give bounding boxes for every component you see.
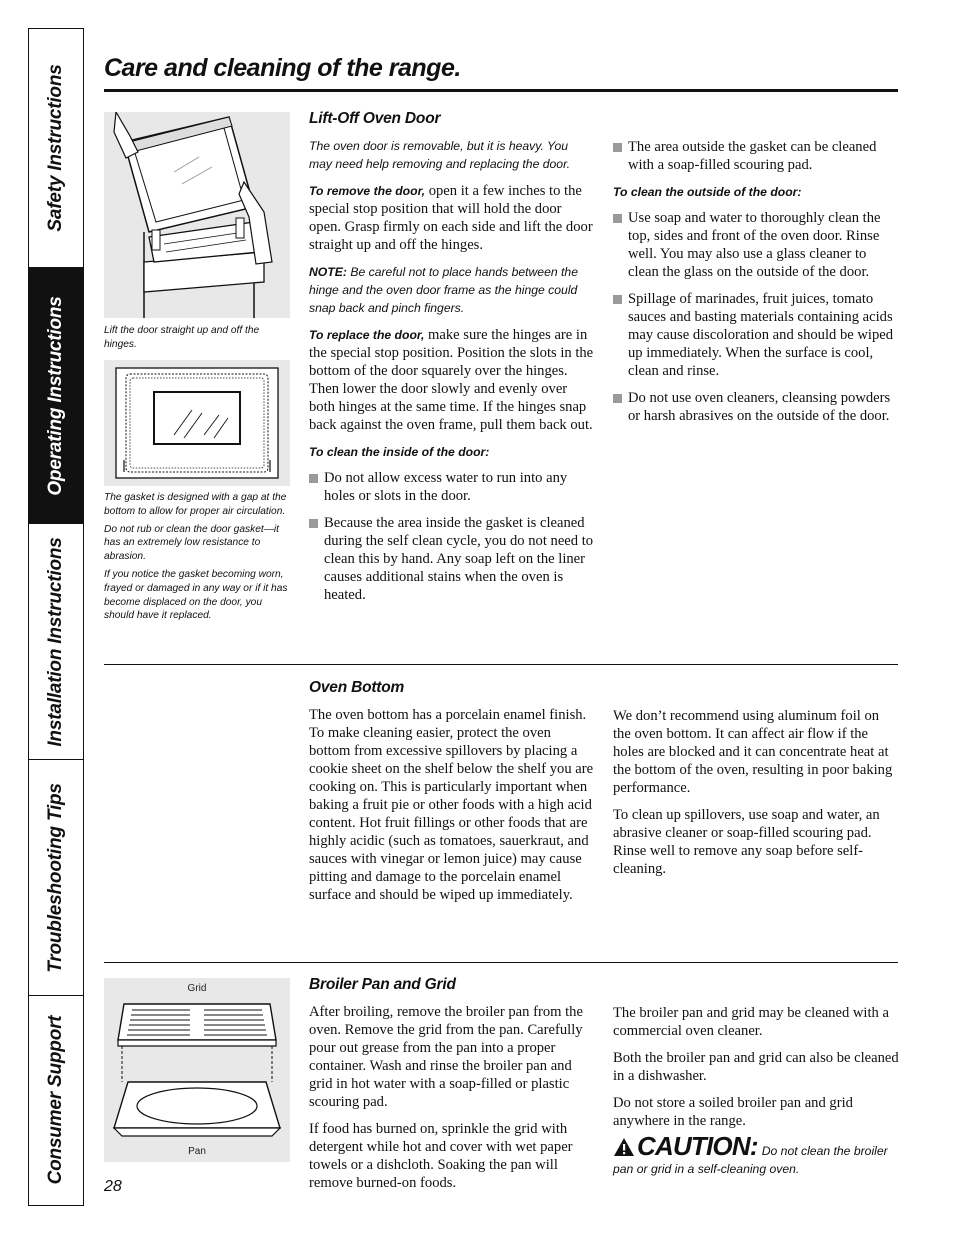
page-title: Care and cleaning of the range. — [104, 54, 461, 82]
broiler-text-1: After broiling, remove the broiler pan from the oven. Remove the grid from the pan. Carefully pour out grease from the pan into a proper container. Wash and rinse the broiler pan and grid in hot water with a soap-filled or plastic scouring pad. — [309, 1004, 583, 1110]
bullet-square-icon — [613, 394, 622, 403]
tab-consumer-support[interactable] — [29, 996, 83, 1204]
replace-door-lead: To replace the door, — [309, 328, 425, 342]
broiler-heading: Broiler Pan and Grid — [309, 976, 456, 993]
outside-bullet-1-text: Use soap and water to thoroughly clean the top, sides and front of the oven door. Rinse well. You may also use a glass cleaner to clean the glass on the outside of the door. — [628, 210, 881, 280]
caution-block — [613, 1131, 903, 1178]
broiler-pan-label: Pan — [188, 1146, 206, 1157]
gasket-captions — [104, 491, 294, 627]
clean-outside-heading: To clean the outside of the door: — [613, 185, 802, 199]
remove-door-paragraph — [309, 182, 594, 254]
lift-off-door-column-1 — [309, 110, 594, 613]
lift-off-door-column-2 — [613, 138, 900, 434]
outside-bullet-1 — [613, 209, 900, 281]
section-rule-oven-bottom — [104, 664, 898, 665]
broiler-column-2 — [613, 1004, 900, 1139]
inside-bullet-2-text: Because the area inside the gasket is cleaned during the self clean cycle, you do not need to clean this by hand. Any soap left on the liner causes additional stains when the oven is heated. — [324, 515, 594, 603]
tab-troubleshooting-tips[interactable] — [29, 760, 83, 996]
remove-door-lead: To remove the door, — [309, 184, 426, 198]
bullet-square-icon — [309, 474, 318, 483]
section-rule-broiler — [104, 962, 898, 963]
tab-troubleshooting-label: Troubleshooting Tips — [45, 782, 66, 973]
outside-bullet-3 — [613, 389, 900, 425]
gasket-caption-2: Do not rub or clean the door gasket—it has an extremely low resistance to abrasion. — [104, 523, 279, 563]
note-paragraph — [309, 263, 594, 317]
clean-inside-heading: To clean the inside of the door: — [309, 445, 490, 459]
tab-installation-label: Installation Instructions — [45, 536, 66, 747]
bullet-square-icon — [613, 295, 622, 304]
caution-text: Do not clean the broiler pan or grid in a self-cleaning oven. — [613, 1144, 888, 1176]
outside-bullet-3-text: Do not use oven cleaners, cleansing powders or harsh abrasives on the outside of the door. — [628, 390, 891, 424]
gasket-caption-1: The gasket is designed with a gap at the bottom to allow for proper air circulation. — [104, 492, 287, 517]
tab-safety-label: Safety Instructions — [45, 64, 66, 232]
bullet-square-icon — [613, 214, 622, 223]
warning-triangle-icon — [613, 1137, 635, 1157]
note-text: Be careful not to place hands between the hinge and the oven door frame as the hinge could snap back and pinch fingers. — [309, 265, 578, 315]
bullet-square-icon — [613, 143, 622, 152]
broiler-pan-grid-illustration — [104, 978, 290, 1162]
title-rule — [104, 89, 898, 92]
oven-bottom-text-3: To clean up spillovers, use soap and water, an abrasive cleaner or soap-filled scouring pad. Rinse well to remove any soap before self-cleaning. — [613, 807, 880, 877]
outside-gasket-bullet — [613, 138, 900, 174]
replace-door-paragraph — [309, 326, 594, 434]
door-caption: Lift the door straight up and off the hinges. — [104, 325, 260, 350]
outside-gasket-text: The area outside the gasket can be cleaned with a soap-filled scouring pad. — [628, 139, 877, 173]
lift-off-door-heading: Lift-Off Oven Door — [309, 110, 441, 127]
outside-bullet-2 — [613, 290, 900, 380]
broiler-grid-label: Grid — [187, 983, 207, 994]
oven-bottom-column-1 — [309, 679, 594, 913]
oven-bottom-heading: Oven Bottom — [309, 679, 405, 696]
oven-bottom-text-2: We don’t recommend using aluminum foil on the oven bottom. It can affect air flow if the holes are blocked and it can concentrate heat at the bottom of the oven, resulting in poor baking performance. — [613, 708, 893, 796]
broiler-text-2: If food has burned on, sprinkle the grid with detergent while hot and cover with wet paper towels or a dishcloth. Soaking the pan will remove burned-on foods. — [309, 1121, 573, 1191]
side-tab-strip — [28, 28, 84, 1206]
oven-bottom-text-1: The oven bottom has a porcelain enamel finish. To make cleaning easier, protect the oven bottom from excessive spillovers by placing a cookie sheet on the shelf below the shelf you are cooking on. This is particularly important when baking a fruit pie or other foods with a high acid content. Hot fruit fillings or other foods that are highly acidic (such as tomatoes, sauerkraut, and sauces with vinegar or lemon juice) may cause pitting and damage to the porcelain enamel surface and should be wiped up immediately. — [309, 707, 594, 903]
outside-bullet-2-text: Spillage of marinades, fruit juices, tomato sauces and basting materials containing acids may cause discoloration and should be wiped up immediately. When the surface is cool, clean and rinse. — [628, 291, 894, 379]
broiler-text-5: Do not store a soiled broiler pan and grid anywhere in the range. — [613, 1095, 853, 1129]
oven-bottom-column-2 — [613, 707, 900, 887]
broiler-text-4: Both the broiler pan and grid can also be cleaned in a dishwasher. — [613, 1050, 899, 1084]
broiler-text-3: The broiler pan and grid may be cleaned with a commercial oven cleaner. — [613, 1005, 889, 1039]
inside-bullet-2 — [309, 514, 594, 604]
tab-consumer-label: Consumer Support — [45, 1015, 66, 1185]
remove-door-text: open it a few inches to the special stop position that will hold the door open. Grasp firmly on each side and lift the door straight up and off the hinges. — [309, 183, 593, 253]
note-lead: NOTE: — [309, 265, 347, 279]
caution-word: CAUTION: — [637, 1131, 758, 1161]
broiler-column-1 — [309, 976, 594, 1201]
inside-bullet-1 — [309, 469, 594, 505]
lift-off-door-intro: The oven door is removable, but it is heavy. You may need help removing and replacing the door. — [309, 139, 571, 171]
replace-door-text: make sure the hinges are in the special stop position. Position the slots in the bottom of the door squarely over the hinges. Then lower the door slowly and evenly over both hinges at the same time. If the hinges snap back against the oven frame, pull them back out. — [309, 327, 594, 433]
door-removal-illustration — [104, 112, 290, 318]
bullet-square-icon — [309, 519, 318, 528]
tab-operating-label: Operating Instructions — [45, 295, 66, 496]
tab-operating-instructions[interactable] — [29, 268, 83, 524]
gasket-illustration — [104, 360, 290, 486]
tab-installation-instructions[interactable] — [29, 524, 83, 760]
page-number: 28 — [104, 1178, 122, 1195]
tab-safety-instructions[interactable] — [29, 29, 83, 268]
gasket-caption-3: If you notice the gasket becoming worn, frayed or damaged in any way or if it has become displaced on the door, you should have it replaced. — [104, 568, 288, 622]
inside-bullet-1-text: Do not allow excess water to run into any holes or slots in the door. — [324, 470, 568, 504]
